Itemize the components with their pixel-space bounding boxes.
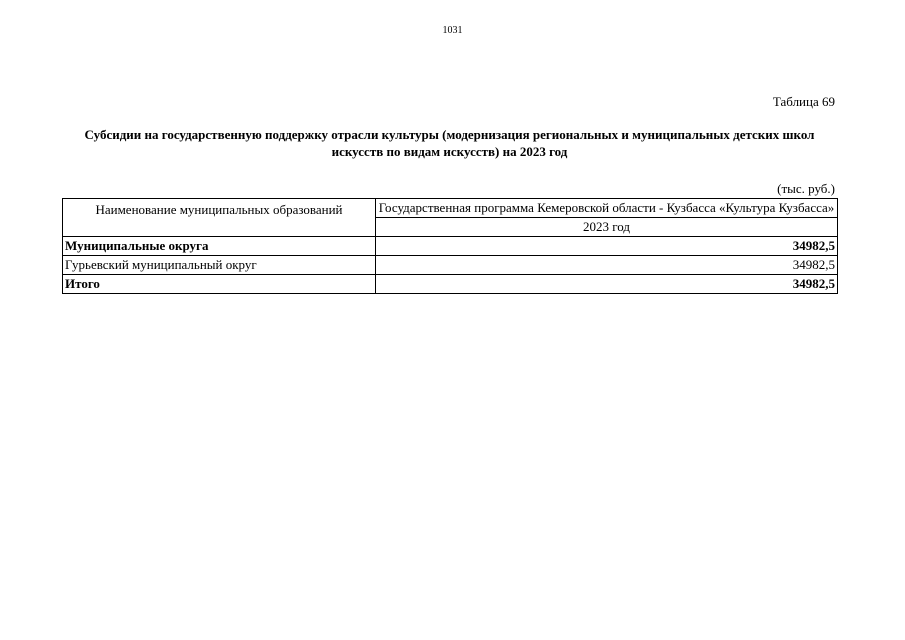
table-row	[63, 275, 838, 294]
table-row	[63, 237, 838, 256]
header-municipality-name: Наименование муниципальных образований	[63, 199, 376, 237]
row-name: Гурьевский муниципальный округ	[63, 256, 376, 275]
header-state-program: Государственная программа Кемеровской области - Кузбасса «Культура Кузбасса»	[376, 199, 838, 218]
table-header-row	[63, 199, 838, 218]
document-title: Субсидии на государственную поддержку отрасли культуры (модернизация региональных и муниципальных детских школ искусств по видам искусств) на 2023 год	[84, 127, 815, 159]
header-year: 2023 год	[376, 218, 838, 237]
table-label: Таблица 69	[772, 94, 835, 109]
page-number: 1031	[442, 25, 463, 36]
row-value: 34982,5	[376, 256, 838, 275]
units-label: (тыс. руб.)	[777, 181, 835, 196]
row-value: 34982,5	[376, 275, 838, 294]
row-name: Муниципальные округа	[63, 237, 376, 256]
table-row	[63, 256, 838, 275]
subsidy-table	[62, 198, 838, 294]
row-name: Итого	[63, 275, 376, 294]
row-value: 34982,5	[376, 237, 838, 256]
